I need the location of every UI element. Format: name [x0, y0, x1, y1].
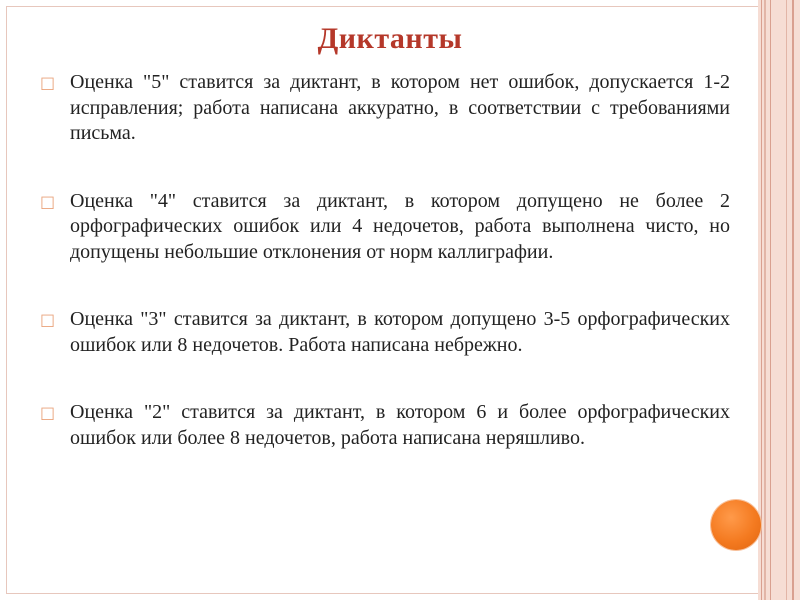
slide-title: Диктанты	[317, 22, 463, 55]
hollow-square-bullet-icon: □	[40, 191, 56, 211]
left-frame-line	[6, 6, 7, 594]
border-stripe	[786, 0, 787, 600]
list-item-text: Оценка "4" ставится за диктант, в котором допущено не более 2 орфографических ошибок или 4 недочетов, работа выполнена чисто, но допущены небольшие отклонения от норм каллиграфии.	[70, 189, 730, 263]
list-item-text: Оценка "2" ставится за диктант, в котором 6 и более орфографических ошибок или более 8 недочетов, работа написана неряшливо.	[70, 401, 730, 449]
grading-criteria-list	[40, 70, 730, 451]
border-stripe	[770, 0, 771, 600]
list-item	[40, 307, 730, 358]
hollow-square-bullet-icon: □	[40, 73, 56, 92]
list-item-text: Оценка "3" ставится за диктант, в котором допущено 3-5 орфографических ошибок или 8 недочетов. Работа написана небрежно.	[70, 308, 730, 356]
border-stripe	[792, 0, 794, 600]
border-stripe	[764, 0, 766, 600]
list-item	[40, 70, 730, 147]
hollow-square-bullet-icon: □	[40, 310, 56, 329]
orange-circle-icon	[711, 500, 761, 550]
bottom-frame-line	[6, 593, 758, 594]
list-item	[40, 400, 730, 451]
hollow-square-bullet-icon: □	[40, 403, 56, 422]
border-stripe	[761, 0, 762, 600]
top-frame-line	[6, 6, 758, 7]
list-item	[40, 189, 730, 266]
list-item-text: Оценка "5" ставится за диктант, в котором нет ошибок, допускается 1-2 исправления; работа написана аккуратно, в соответствии с требованиями письма.	[70, 71, 730, 144]
